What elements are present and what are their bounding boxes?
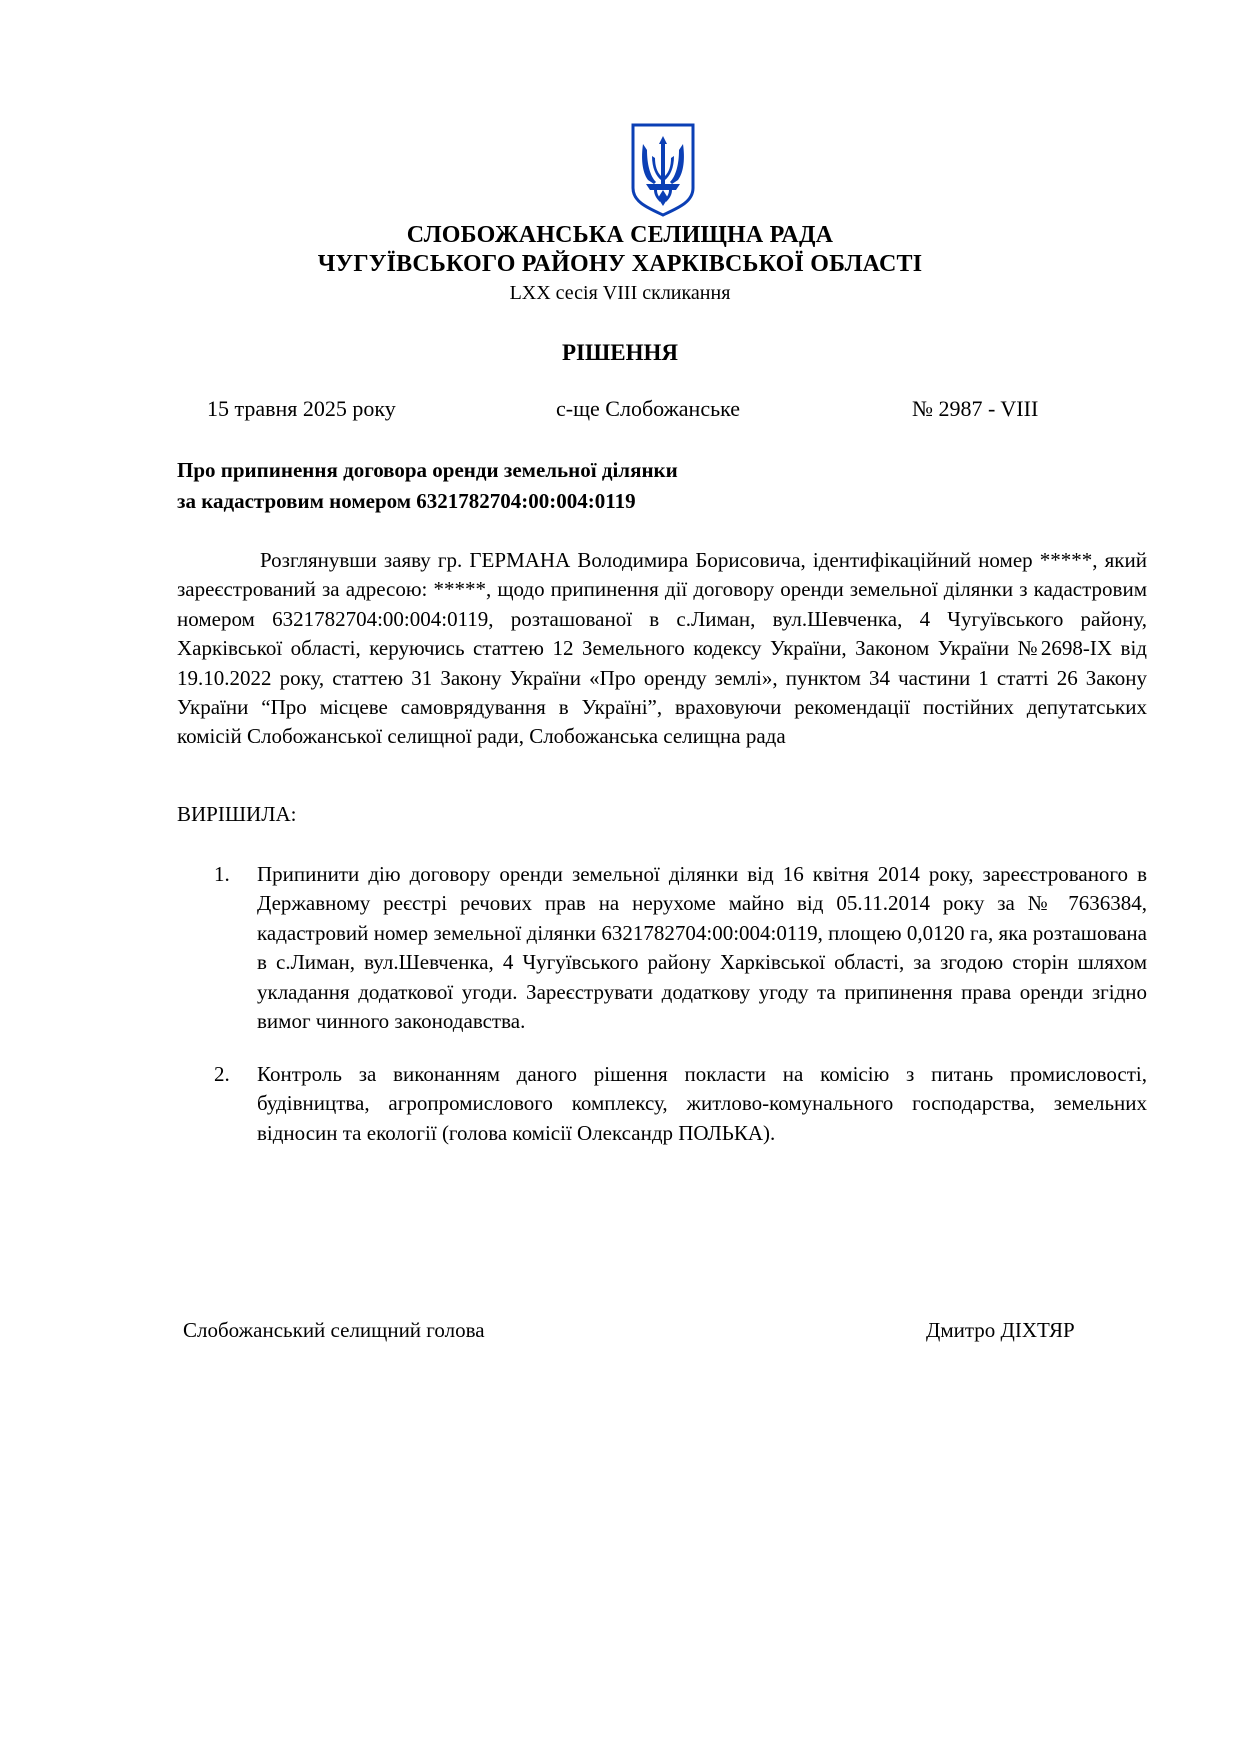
decision-item [214, 1060, 1147, 1148]
decision-date: 15 травня 2025 року [207, 396, 396, 421]
session-info: LXX сесія VIII скликання [509, 282, 731, 304]
decision-place: с-ще Слобожанське [556, 396, 741, 421]
decision-item-text: Контроль за виконанням даного рішення покласти на комісію з питань промисловості, будівництва, агропромислового комплексу, житлово-комунального господарства, земельних відносин та екології (голова комісії Олександр ПОЛЬКА). [257, 1062, 1147, 1145]
subject-line-1: Про припинення договора оренди земельної ділянки [177, 458, 678, 482]
coat-of-arms-icon [630, 122, 696, 218]
subject-line-2: за кадастровим номером 6321782704:00:004:0119 [177, 489, 636, 513]
council-name: СЛОБОЖАНСЬКА СЕЛИЩНА РАДА [406, 222, 834, 248]
decision-item-number: 1. [214, 862, 230, 886]
signatory-name: Дмитро ДІХТЯР [926, 1318, 1075, 1342]
decided-heading: ВИРІШИЛА: [177, 802, 297, 826]
preamble-paragraph: Розглянувши заяву гр. ГЕРМАНА Володимира Борисовича, ідентифікаційний номер *****, який зареєстрований за адресою: *****, щодо припинення дії договору оренди земельної ділянки з кадастровим номером 6321782704:00:004:0119, розташованої в с.Лиман, вул.Шевченка, 4 Чугуївського району, Харківської області, керуючись статтею 12 Земельного кодексу України, Законом України №2698-IX від 19.10.2022 року, статтею 31 Закону України «Про оренду землі», пунктом 34 частини 1 статті 26 Закону України “Про місцеве самоврядування в Україні”, враховуючи рекомендації постійних депутатських комісій Слобожанської селищної ради, Слобожанська селищна рада [177, 548, 1147, 749]
decision-item-number: 2. [214, 1062, 230, 1086]
decision-item [214, 860, 1147, 1036]
signatory-position: Слобожанський селищний голова [183, 1318, 485, 1342]
decision-number: № 2987 - VIII [912, 396, 1039, 421]
decision-item-text: Припинити дію договору оренди земельної ділянки від 16 квітня 2014 року, зареєстрованого в Державному реєстрі речових прав на нерухоме майно від 05.11.2014 року за № 7636384, кадастровий номер земельної ділянки 6321782704:00:004:0119, площею 0,0120 га, яка розташована в с.Лиман, вул.Шевченка, 4 Чугуївського району Харківської області, за згодою сторін шляхом укладання додаткової угоди. Зареєструвати додаткову угоду та припинення права оренди згідно вимог чинного законодавства. [257, 862, 1147, 1034]
district-name: ЧУГУЇВСЬКОГО РАЙОНУ ХАРКІВСЬКОЇ ОБЛАСТІ [317, 251, 923, 277]
document-type-title: РІШЕННЯ [562, 340, 678, 365]
